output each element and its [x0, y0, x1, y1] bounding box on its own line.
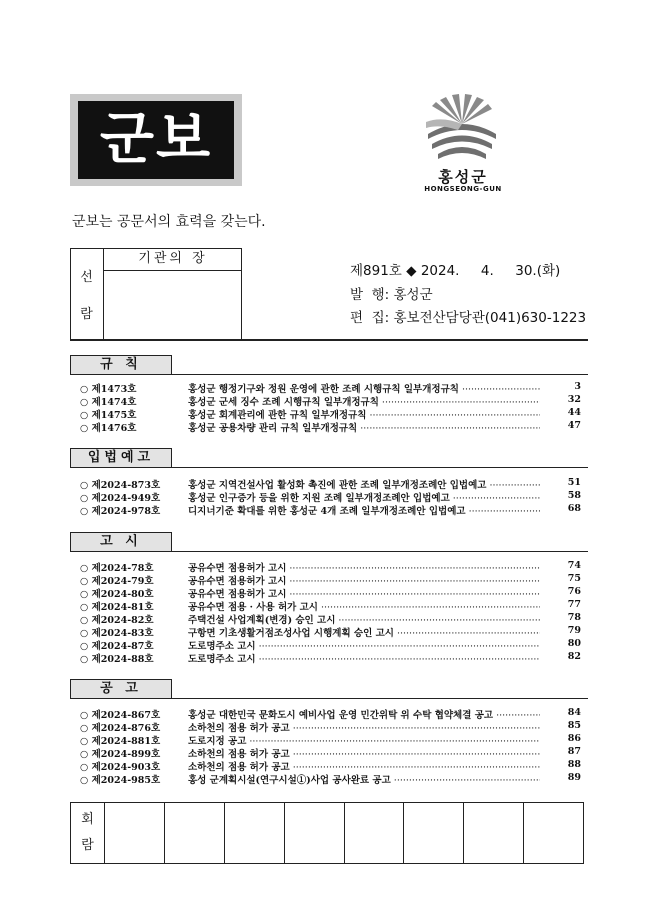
- toc-number: ○ 제2024-899호: [80, 749, 161, 760]
- toc-title: 홍성군 대한민국 문화도시 예비사업 운영 민간위탁 위 수탁 협약체결 공고 ·····: [188, 707, 540, 721]
- section-header-public-notice: 고 시: [70, 532, 172, 552]
- review-cell: [464, 803, 524, 863]
- toc-title: 주택건설 사업계획(변경) 승인 고시 ·····: [188, 612, 540, 626]
- toc-title: 홍성군 공용차량 관리 규칙 일부개정규칙 ·····: [188, 420, 540, 434]
- toc-entry[interactable]: [80, 394, 588, 408]
- toc-page: 78: [567, 612, 581, 623]
- review-cell: [524, 803, 583, 863]
- toc-title: 공유수면 점용허가 고시 ·····: [188, 560, 540, 574]
- toc-page: 79: [567, 625, 581, 636]
- toc-page: 75: [567, 573, 581, 584]
- toc-number: ○ 제2024-903호: [80, 762, 161, 773]
- toc-title: 홍성군 인구증가 등을 위한 지원 조례 일부개정조례안 입법예고 ·····: [188, 490, 540, 504]
- toc-title: 홍성군 회계관리에 관한 규칙 일부개정규칙 ·····: [188, 407, 540, 421]
- toc-title: 홍성 군계획시설(연구시설①)사업 공사완료 공고 ·····: [188, 772, 540, 786]
- toc-page: 68: [567, 503, 581, 514]
- toc-entry[interactable]: [80, 560, 588, 574]
- toc-title: 소하천의 점용 허가 공고 ·····: [188, 759, 540, 773]
- toc-title: 소하천의 점용 허가 공고 ·····: [188, 720, 540, 734]
- tagline: 군보는 공문서의 효력을 갖는다.: [72, 214, 266, 230]
- toc-page: 47: [567, 420, 581, 431]
- circulation-header: 기관의 장: [138, 251, 208, 266]
- toc-number: ○ 제2024-83호: [80, 628, 154, 639]
- toc-page: 82: [567, 651, 581, 662]
- toc-number: ○ 제2024-79호: [80, 576, 154, 587]
- section-header-legislative-notice: 입법예고: [70, 448, 172, 468]
- hongseong-logo-icon: [422, 94, 502, 162]
- toc-page: 86: [567, 733, 581, 744]
- section-rule: [172, 551, 588, 552]
- toc-entry[interactable]: [80, 612, 588, 626]
- toc-entry[interactable]: [80, 746, 588, 760]
- review-label-top: 회: [81, 812, 94, 827]
- toc-page: 51: [567, 477, 581, 488]
- toc-entry[interactable]: [80, 707, 588, 721]
- toc-title: 공유수면 점용허가 고시 ·····: [188, 586, 540, 600]
- review-cell: [345, 803, 405, 863]
- circulation-label: 람: [80, 307, 93, 322]
- toc-title: 소하천의 점용 허가 공고 ·····: [188, 746, 540, 760]
- toc-number: ○ 제1473호: [80, 384, 137, 395]
- toc-number: ○ 제2024-978호: [80, 506, 161, 517]
- logo-romanized-name: HONGSEONG-GUN: [424, 185, 502, 193]
- section-rule: [172, 374, 588, 375]
- review-cell: [285, 803, 345, 863]
- toc-entry[interactable]: [80, 381, 588, 395]
- toc-entry[interactable]: [80, 573, 588, 587]
- masthead-title: 군보: [78, 101, 234, 179]
- toc-number: ○ 제2024-80호: [80, 589, 154, 600]
- toc-page: 76: [567, 586, 581, 597]
- toc-entry[interactable]: [80, 625, 588, 639]
- review-cell: [165, 803, 225, 863]
- toc-page: 88: [567, 759, 581, 770]
- editor-line: 편 집: 홍보전산담당관(041)630-1223: [350, 310, 587, 326]
- toc-title: 구항면 기초생활거점조성사업 시행계획 승인 고시 ·····: [188, 625, 540, 639]
- toc-number: ○ 제2024-82호: [80, 615, 154, 626]
- toc-number: ○ 제2024-867호: [80, 710, 161, 721]
- toc-number: ○ 제1476호: [80, 423, 137, 434]
- toc-title: 도로명주소 고시 ·····: [188, 651, 540, 665]
- toc-entry[interactable]: [80, 772, 588, 786]
- toc-entry[interactable]: [80, 586, 588, 600]
- toc-number: ○ 제2024-985호: [80, 775, 161, 786]
- toc-page: 84: [567, 707, 581, 718]
- toc-page: 44: [567, 407, 581, 418]
- review-cell: [105, 803, 165, 863]
- toc-title: 공유수면 점용 · 사용 허가 고시 ·····: [188, 599, 540, 613]
- toc-page: 74: [567, 560, 581, 571]
- toc-entry[interactable]: [80, 477, 588, 491]
- toc-number: ○ 제2024-873호: [80, 480, 161, 491]
- circulation-divider: [103, 270, 242, 271]
- toc-number: ○ 제2024-78호: [80, 563, 154, 574]
- toc-title: 홍성군 지역건설사업 활성화 촉진에 관한 조례 일부개정조례안 입법예고 ·····: [188, 477, 540, 491]
- toc-number: ○ 제2024-876호: [80, 723, 161, 734]
- review-label: [71, 803, 105, 863]
- toc-number: ○ 제1475호: [80, 410, 137, 421]
- toc-title: 디지너기준 확대를 위한 홍성군 4개 조례 일부개정조례안 입법예고 ·····: [188, 503, 540, 517]
- toc-title: 도로명주소 고시 ·····: [188, 638, 540, 652]
- toc-number: ○ 제2024-88호: [80, 654, 154, 665]
- toc-entry[interactable]: [80, 599, 588, 613]
- toc-page: 32: [567, 394, 581, 405]
- toc-page: 58: [567, 490, 581, 501]
- toc-entry[interactable]: [80, 420, 588, 434]
- toc-entry[interactable]: [80, 733, 588, 747]
- toc-page: 87: [567, 746, 581, 757]
- toc-title: 공유수면 점용허가 고시 ·····: [188, 573, 540, 587]
- section-header-rules: 규 칙: [70, 355, 172, 375]
- toc-entry[interactable]: [80, 490, 588, 504]
- review-cell: [225, 803, 285, 863]
- toc-page: 89: [567, 772, 581, 783]
- issue-number-date: 제891호 ◆ 2024. 4. 30.(화): [350, 263, 561, 279]
- toc-entry[interactable]: [80, 651, 588, 665]
- toc-entry[interactable]: [80, 503, 588, 517]
- toc-entry[interactable]: [80, 638, 588, 652]
- toc-number: ○ 제1474호: [80, 397, 137, 408]
- toc-number: ○ 제2024-81호: [80, 602, 154, 613]
- review-table: [70, 802, 584, 864]
- toc-entry[interactable]: [80, 720, 588, 734]
- toc-number: ○ 제2024-881호: [80, 736, 161, 747]
- toc-page: 77: [567, 599, 581, 610]
- toc-number: ○ 제2024-87호: [80, 641, 154, 652]
- logo-name: 홍성군: [438, 168, 488, 186]
- review-cell: [404, 803, 464, 863]
- section-rule: [172, 698, 588, 699]
- toc-entry[interactable]: [80, 759, 588, 773]
- toc-title: 도로지정 공고 ·····: [188, 733, 540, 747]
- section-header-announcement: 공 고: [70, 679, 172, 699]
- toc-title: 홍성군 군세 징수 조례 시행규칙 일부개정규칙 ·····: [188, 394, 540, 408]
- review-label-bottom: 람: [81, 838, 94, 853]
- section-rule: [172, 467, 588, 468]
- circulation-label: 선: [80, 270, 93, 285]
- toc-page: 85: [567, 720, 581, 731]
- publisher-line: 발 행: 홍성군: [350, 287, 433, 303]
- header-rule: [70, 339, 588, 341]
- toc-entry[interactable]: [80, 407, 588, 421]
- toc-page: 80: [567, 638, 581, 649]
- toc-page: 3: [574, 381, 581, 392]
- toc-title: 홍성군 행정기구와 정원 운영에 관한 조례 시행규칙 일부개정규칙 ·····: [188, 381, 540, 395]
- toc-number: ○ 제2024-949호: [80, 493, 161, 504]
